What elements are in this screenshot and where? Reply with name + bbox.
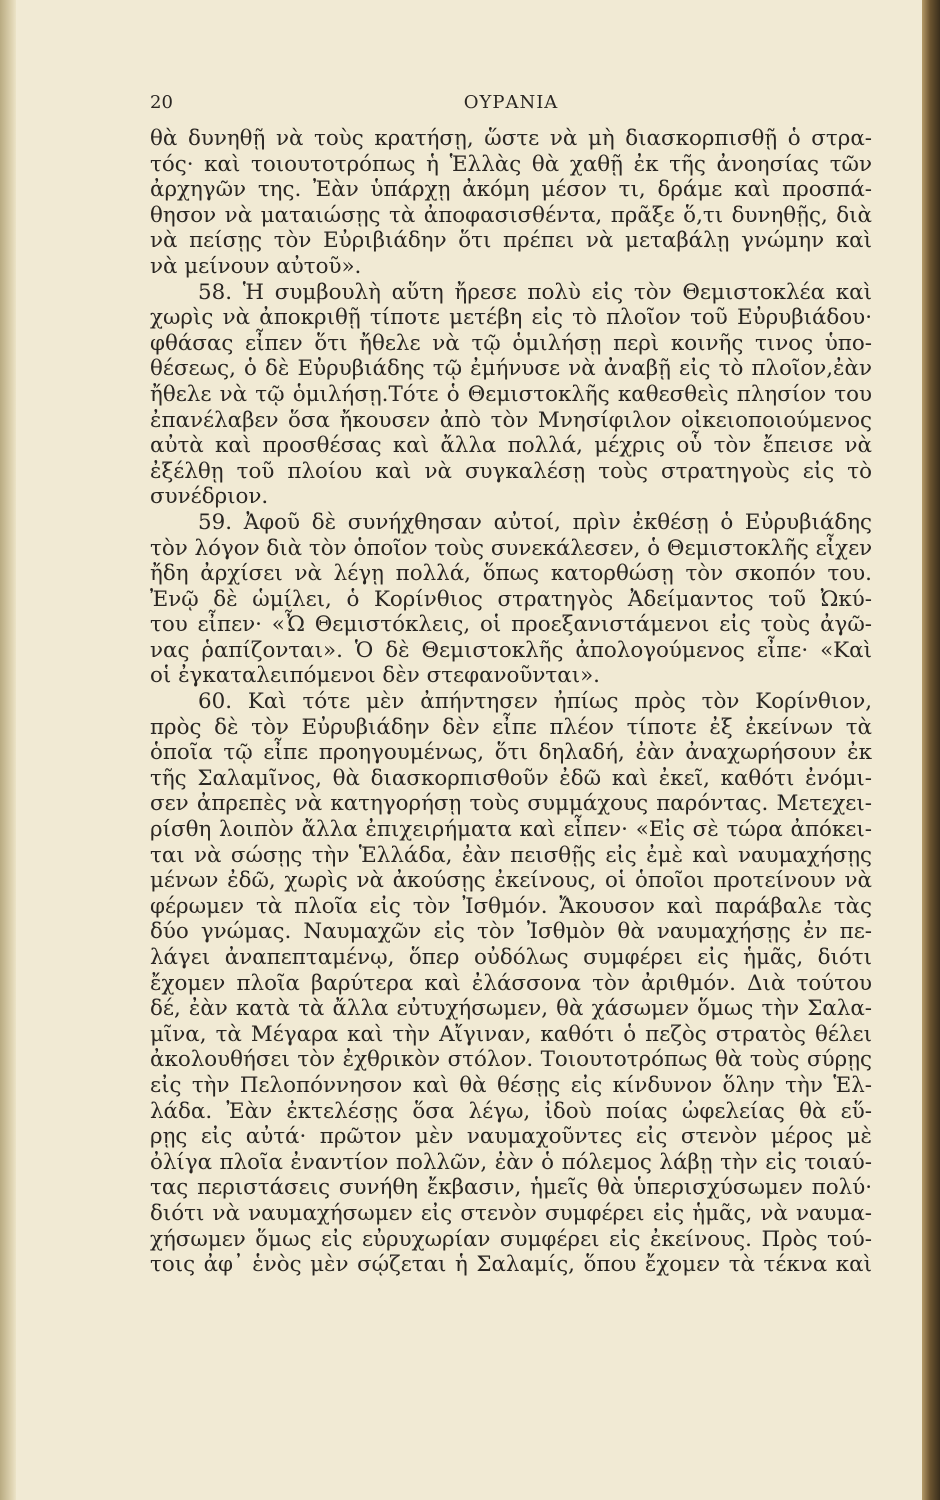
text-line: οἱ ἐγκαταλειπόμενοι δὲν στεφανοῦνται». (150, 663, 600, 689)
text-line: μῖνα, τὰ Μέγαρα καὶ τὴν Αἴγιναν, καθότι ὁ πεζὸς στρατὸς θέλει (150, 1021, 872, 1047)
text-line: δέ, ἐὰν κατὰ τὰ ἄλλα εὐτυχήσωμεν, θὰ χάσωμεν ὅμως τὴν Σαλα- (150, 996, 872, 1022)
text-line: ται νὰ σώσῃς τὴν Ἑλλάδα, ἐὰν πεισθῇς εἰς ἐμὲ καὶ ναυμαχήσῃς (150, 842, 872, 868)
running-title: ΟΥΡΑΝΙΑ (463, 92, 559, 113)
text-line: τοις ἀφ᾽ ἑνὸς μὲν σῴζεται ἡ Σαλαμίς, ὅπου ἔχομεν τὰ τέκνα καὶ (150, 1252, 872, 1278)
text-line: θὰ δυνηθῇ νὰ τοὺς κρατήσῃ, ὥστε νὰ μὴ διασκορπισθῇ ὁ στρα- (150, 126, 872, 151)
text-line: ἀκολουθήσει τὸν ἐχθρικὸν στόλον. Τοιουτοτρόπως θὰ τοὺς σύρῃς (150, 1047, 872, 1073)
text-line: εἰς τὴν Πελοπόννησον καὶ θὰ θέσῃς εἰς κίνδυνον ὅλην τὴν Ἑλ- (150, 1072, 872, 1098)
paragraph-start-line: 58. Ἡ συμβουλὴ αὕτη ἤρεσε πολὺ εἰς τὸν Θεμιστοκλέα καὶ (198, 279, 872, 305)
text-line: του εἶπεν· «Ὦ Θεμιστόκλεις, οἱ προεξανιστάμενοι εἰς τοὺς ἀγῶ- (150, 612, 872, 638)
text-line: σεν ἀπρεπὲς νὰ κατηγορήσῃ τοὺς συμμάχους παρόντας. Μετεχει- (150, 791, 872, 817)
book-binding-edge (922, 0, 940, 1500)
text-line: πρὸς δὲ τὸν Εὐρυβιάδην δὲν εἶπε πλέον τίποτε ἐξ ἐκείνων τὰ (150, 714, 872, 740)
page-number: 20 (150, 92, 173, 113)
text-line: λάδα. Ἐὰν ἐκτελέσῃς ὅσα λέγω, ἰδοὺ ποίας ὠφελείας θὰ εὕ- (150, 1098, 872, 1124)
page-left-edge (0, 0, 16, 1500)
text-line: ἤθελε νὰ τῷ ὁμιλήσῃ.Τότε ὁ Θεμιστοκλῆς καθεσθεὶς πλησίον του (150, 381, 872, 407)
text-line: ὀλίγα πλοῖα ἐναντίον πολλῶν, ἐὰν ὁ πόλεμος λάβῃ τὴν εἰς τοιαύ- (150, 1149, 872, 1175)
text-line: ἐπανέλαβεν ὅσα ἤκουσεν ἀπὸ τὸν Μνησίφιλον οἰκειοποιούμενος (150, 407, 872, 433)
text-line: φθάσας εἶπεν ὅτι ἤθελε νὰ τῷ ὁμιλήσῃ περὶ κοινῆς τινος ὑπο- (150, 330, 872, 356)
text-line: ὁποῖα τῷ εἶπε προηγουμένως, ὅτι δηλαδή, ἐὰν ἀναχωρήσουν ἐκ (150, 740, 872, 766)
text-line: ἤδη ἀρχίσει νὰ λέγῃ πολλά, ὅπως κατορθώσῃ τὸν σκοπόν του. (150, 561, 872, 587)
text-line: ρῃς εἰς αὐτά· πρῶτον μὲν ναυμαχοῦντες εἰς στενὸν μέρος μὲ (150, 1124, 872, 1150)
text-line: φέρωμεν τὰ πλοῖα εἰς τὸν Ἰσθμόν. Ἄκουσον καὶ παράβαλε τὰς (150, 893, 872, 919)
text-line: δύο γνώμας. Ναυμαχῶν εἰς τὸν Ἰσθμὸν θὰ ναυμαχήσῃς ἐν πε- (150, 919, 872, 945)
text-line: τῆς Σαλαμῖνος, θὰ διασκορπισθοῦν ἐδῶ καὶ ἐκεῖ, καθότι ἐνόμι- (150, 765, 872, 791)
text-line: ρίσθη λοιπὸν ἄλλα ἐπιχειρήματα καὶ εἶπεν· «Εἰς σὲ τώρα ἀπόκει- (150, 817, 872, 843)
text-line: θησον νὰ ματαιώσῃς τὰ ἀποφασισθέντα, πρᾶξε ὅ,τι δυνηθῇς, διὰ (150, 202, 872, 228)
body-text (150, 126, 872, 1278)
text-line: λάγει ἀναπεπταμένῳ, ὅπερ οὐδόλως συμφέρει εἰς ἡμᾶς, διότι (150, 945, 872, 970)
text-line: τὸν λόγον διὰ τὸν ὁποῖον τοὺς συνεκάλεσεν, ὁ Θεμιστοκλῆς εἶχεν (150, 535, 873, 561)
text-line: νας ῥαπίζονται». Ὁ δὲ Θεμιστοκλῆς ἀπολογούμενος εἶπε· «Καὶ (150, 637, 872, 663)
text-line: διότι νὰ ναυμαχήσωμεν εἰς στενὸν συμφέρει εἰς ἡμᾶς, νὰ ναυμα- (150, 1200, 872, 1226)
paragraph-start-line: 59. Ἀφοῦ δὲ συνήχθησαν αὐτοί, πρὶν ἐκθέσῃ ὁ Εὐρυβιάδης (198, 509, 872, 535)
text-line: ἔχομεν πλοῖα βαρύτερα καὶ ἐλάσσονα τὸν ἀριθμόν. Διὰ τούτου (150, 970, 872, 996)
text-line: νὰ πείσῃς τὸν Εὐριβιάδην ὅτι πρέπει νὰ μεταβάλῃ γνώμην καὶ (150, 228, 872, 254)
page-header (150, 92, 872, 122)
text-line: ἐξέλθῃ τοῦ πλοίου καὶ νὰ συγκαλέσῃ τοὺς στρατηγοὺς εἰς τὸ (150, 458, 872, 484)
text-line: ἀρχηγῶν της. Ἐὰν ὑπάρχῃ ἀκόμη μέσον τι, δράμε καὶ προσπά- (150, 177, 872, 203)
text-line: τός· καὶ τοιουτοτρόπως ἡ Ἑλλὰς θὰ χαθῇ ἐκ τῆς ἀνοησίας τῶν (150, 151, 872, 177)
text-line: τας περιστάσεις συνήθη ἔκβασιν, ἡμεῖς θὰ ὑπερισχύσωμεν πολύ· (150, 1175, 872, 1201)
paragraph-start-line: 60. Καὶ τότε μὲν ἀπήντησεν ἠπίως πρὸς τὸν Κορίνθιον, (198, 689, 872, 715)
text-line: αὐτὰ καὶ προσθέσας καὶ ἄλλα πολλά, μέχρις οὗ τὸν ἔπεισε νὰ (150, 433, 872, 459)
text-line: Ἐνῷ δὲ ὡμίλει, ὁ Κορίνθιος στρατηγὸς Ἀδείμαντος τοῦ Ὠκύ- (150, 586, 872, 612)
text-line: θέσεως, ὁ δὲ Εὐρυβιάδης τῷ ἐμήνυσε νὰ ἀναβῇ εἰς τὸ πλοῖον,ἐὰν (150, 356, 872, 382)
text-line: νὰ μείνουν αὐτοῦ». (150, 253, 362, 279)
text-line: χήσωμεν ὅμως εἰς εὐρυχωρίαν συμφέρει εἰς ἐκείνους. Πρὸς τού- (150, 1226, 872, 1252)
text-line: συνέδριον. (150, 484, 269, 510)
text-line: μένων ἐδῶ, χωρὶς νὰ ἀκούσῃς ἐκείνους, οἱ ὁποῖοι προτείνουν νὰ (150, 868, 872, 894)
text-line: χωρὶς νὰ ἀποκριθῇ τίποτε μετέβη εἰς τὸ πλοῖον τοῦ Εὐρυβιάδου· (150, 305, 872, 331)
